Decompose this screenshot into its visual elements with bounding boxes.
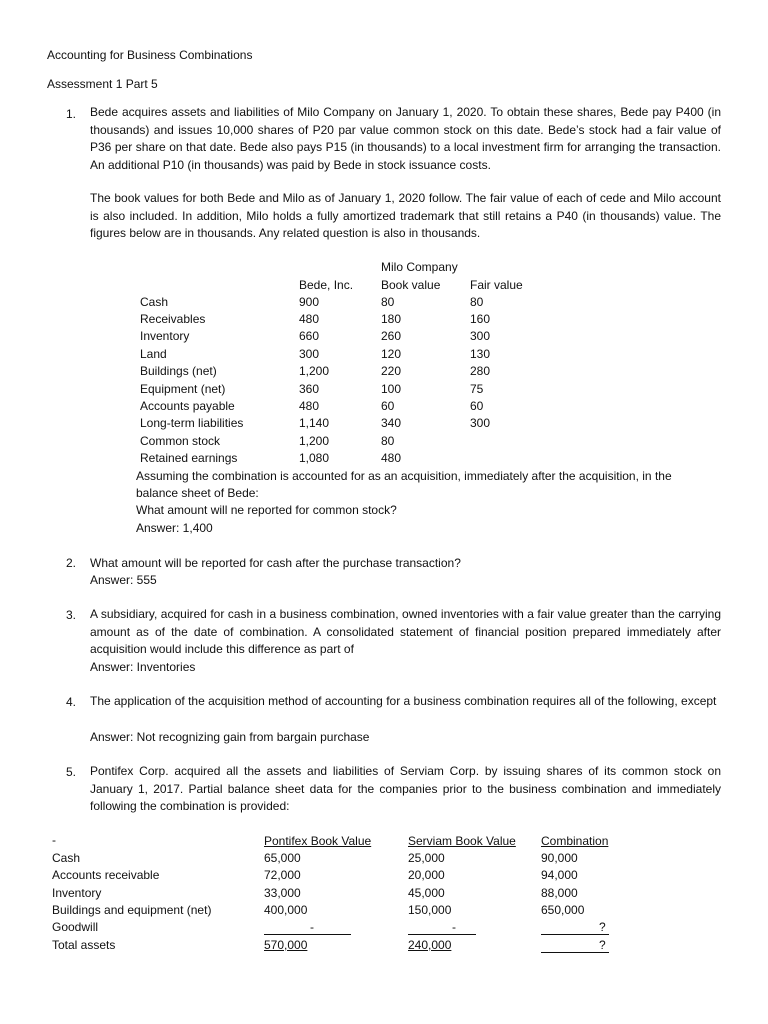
row-label: Buildings and equipment (net) bbox=[52, 903, 212, 917]
cell-value: 900 bbox=[299, 295, 320, 309]
question-1-number: 1. bbox=[66, 107, 77, 121]
cell-value: 480 bbox=[299, 312, 320, 326]
cell-value: 480 bbox=[381, 451, 402, 465]
row-label: Inventory bbox=[140, 329, 190, 343]
row-label: Long-term liabilities bbox=[140, 416, 244, 430]
cell-value: 260 bbox=[381, 329, 402, 343]
question-5-number: 5. bbox=[66, 765, 77, 779]
cell-value: 100 bbox=[381, 382, 402, 396]
cell-value: 88,000 bbox=[541, 886, 578, 900]
question-1-paragraph-2: The book values for both Bede and Milo as of January 1, 2020 follow. The fair value of each of cede and Milo account is also included. In addition, Milo holds a fully amortized trademark that still retains a P40 (in thousands) value. The figures below are in thousands. Any related question is also in thousands. bbox=[90, 191, 721, 240]
cell-value: 1,200 bbox=[299, 434, 330, 448]
underline-rule bbox=[408, 934, 476, 935]
cell-value: 75 bbox=[470, 382, 484, 396]
cell-value: 130 bbox=[470, 347, 491, 361]
cell-value: 80 bbox=[381, 295, 395, 309]
row-label: Goodwill bbox=[52, 920, 99, 934]
table-column-header: Fair value bbox=[470, 278, 523, 292]
cell-value: ? bbox=[599, 938, 606, 952]
cell-value: 480 bbox=[299, 399, 320, 413]
underline-rule bbox=[541, 952, 609, 953]
cell-value: 360 bbox=[299, 382, 320, 396]
cell-value: - bbox=[452, 920, 456, 934]
cell-value: - bbox=[310, 920, 314, 934]
table-column-header: Pontifex Book Value bbox=[264, 834, 372, 848]
cell-value: 180 bbox=[381, 312, 402, 326]
cell-value: 33,000 bbox=[264, 886, 301, 900]
cell-value: 1,200 bbox=[299, 364, 330, 378]
table-column-header: Bede, Inc. bbox=[299, 278, 354, 292]
cell-value: 60 bbox=[381, 399, 395, 413]
row-label: Accounts payable bbox=[140, 399, 235, 413]
row-label: Accounts receivable bbox=[52, 868, 160, 882]
row-label: Equipment (net) bbox=[140, 382, 226, 396]
question-3-answer: Answer: Inventories bbox=[90, 660, 196, 674]
question-2-text: What amount will be reported for cash after the purchase transaction? bbox=[90, 556, 461, 570]
cell-value: 80 bbox=[470, 295, 484, 309]
cell-value: 660 bbox=[299, 329, 320, 343]
cell-value: 94,000 bbox=[541, 868, 578, 882]
cell-value: 150,000 bbox=[408, 903, 452, 917]
cell-value: 400,000 bbox=[264, 903, 308, 917]
question-2-number: 2. bbox=[66, 556, 77, 570]
table-column-header: Combination bbox=[541, 834, 609, 848]
table-column-header: Book value bbox=[381, 278, 441, 292]
row-label: Inventory bbox=[52, 886, 102, 900]
row-label: Retained earnings bbox=[140, 451, 238, 465]
cell-value: 300 bbox=[299, 347, 320, 361]
question-4-text: The application of the acquisition method of accounting for a business combination requires all of the following, except bbox=[90, 694, 717, 708]
row-label: Total assets bbox=[52, 938, 116, 952]
cell-value: 90,000 bbox=[541, 851, 578, 865]
cell-value: 65,000 bbox=[264, 851, 301, 865]
row-label: Common stock bbox=[140, 434, 221, 448]
cell-value: 120 bbox=[381, 347, 402, 361]
table-corner-mark: - bbox=[52, 833, 56, 847]
assessment-subtitle: Assessment 1 Part 5 bbox=[47, 77, 158, 91]
question-1-paragraph-1: Bede acquires assets and liabilities of Milo Company on January 1, 2020. To obtain these shares, Bede pay P400 (in thousands) and issues 10,000 shares of P20 par value common stock on this date. Bede’s stock had a fair value of P36 per share on that date. Bede also pays P15 (in thousands) to a local investment firm for arranging the transaction. An additional P10 (in thousands) was paid by Bede in stock issuance costs. bbox=[90, 105, 721, 172]
question-4-number: 4. bbox=[66, 695, 77, 709]
question-3-text: A subsidiary, acquired for cash in a business combination, owned inventories with a fair value greater than the carrying amount as of the date of combination. A consolidated statement of financial position prepared immediately after acquisition would include this difference as part of bbox=[90, 607, 721, 656]
row-label: Buildings (net) bbox=[140, 364, 217, 378]
row-label: Cash bbox=[140, 295, 169, 309]
cell-value: ? bbox=[599, 920, 606, 934]
cell-value: 20,000 bbox=[408, 868, 445, 882]
cell-value: 25,000 bbox=[408, 851, 445, 865]
cell-value: 300 bbox=[470, 416, 491, 430]
cell-value: 650,000 bbox=[541, 903, 585, 917]
cell-value: 60 bbox=[470, 399, 484, 413]
cell-value: 45,000 bbox=[408, 886, 445, 900]
cell-value: 1,140 bbox=[299, 416, 330, 430]
cell-value: 80 bbox=[381, 434, 395, 448]
underline-rule bbox=[541, 934, 609, 935]
question-1-answer: Answer: 1,400 bbox=[136, 521, 213, 535]
row-label: Land bbox=[140, 347, 167, 361]
table-group-header: Milo Company bbox=[381, 260, 458, 274]
question-5-text: Pontifex Corp. acquired all the assets and liabilities of Serviam Corp. by issuing shares of its common stock on January 1, 2017. Partial balance sheet data for the companies prior to the business combination and immediately following the combination is provided: bbox=[90, 764, 721, 813]
cell-value: 1,080 bbox=[299, 451, 330, 465]
cell-value: 570,000 bbox=[264, 938, 308, 952]
question-4-answer: Answer: Not recognizing gain from bargain purchase bbox=[90, 730, 370, 744]
row-label: Receivables bbox=[140, 312, 206, 326]
cell-value: 240,000 bbox=[408, 938, 452, 952]
cell-value: 160 bbox=[470, 312, 491, 326]
table-column-header: Serviam Book Value bbox=[408, 834, 516, 848]
row-label: Cash bbox=[52, 851, 81, 865]
question-1-assumption: Assuming the combination is accounted for as an acquisition, immediately after the acquisition, in the bbox=[136, 469, 672, 483]
cell-value: 72,000 bbox=[264, 868, 301, 882]
question-2-answer: Answer: 555 bbox=[90, 573, 157, 587]
question-3-number: 3. bbox=[66, 608, 77, 622]
question-1-question: What amount will ne reported for common stock? bbox=[136, 503, 397, 517]
cell-value: 340 bbox=[381, 416, 402, 430]
underline-rule bbox=[264, 934, 351, 935]
cell-value: 280 bbox=[470, 364, 491, 378]
question-1-assumption-cont: balance sheet of Bede: bbox=[136, 486, 259, 500]
cell-value: 300 bbox=[470, 329, 491, 343]
document-title: Accounting for Business Combinations bbox=[47, 48, 253, 62]
cell-value: 220 bbox=[381, 364, 402, 378]
